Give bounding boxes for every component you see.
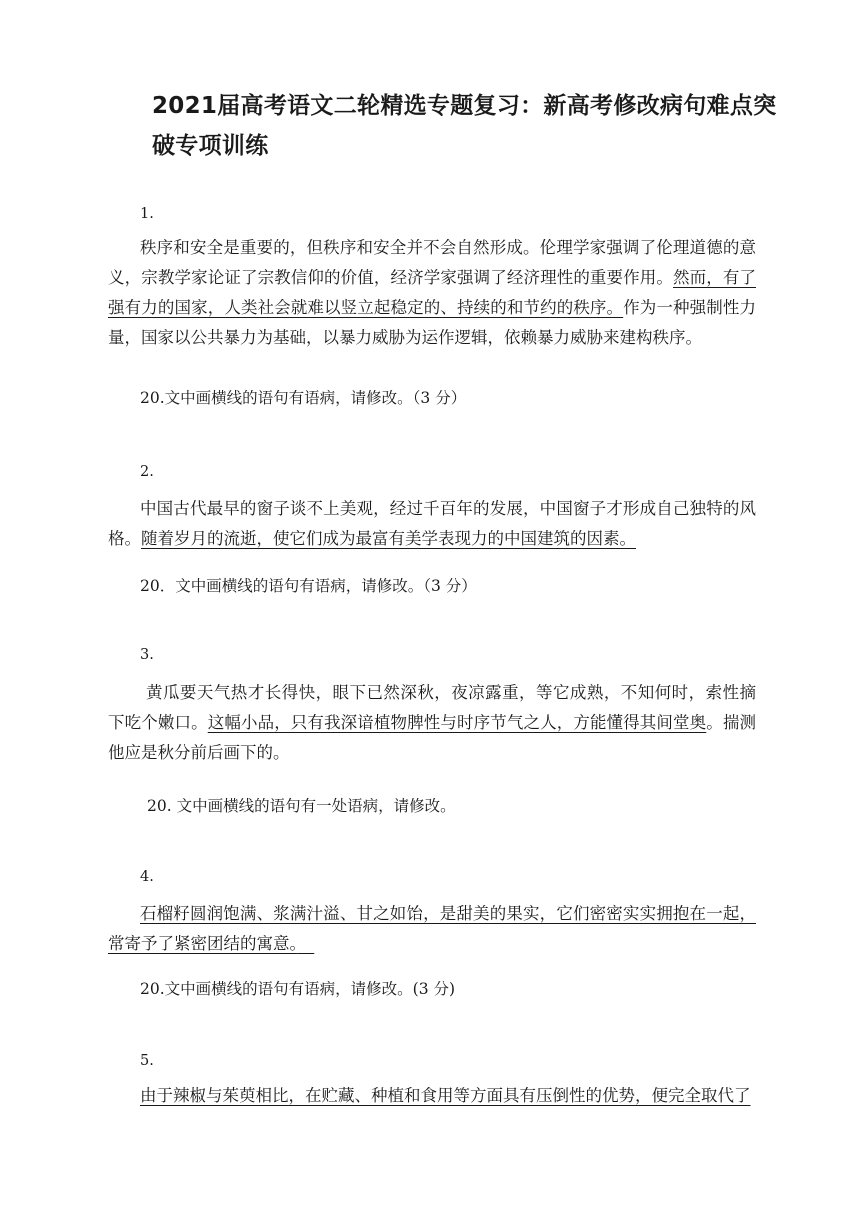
item-paragraph-2 <box>108 494 756 554</box>
page-title: 2021届高考语文二轮精选专题复习：新高考修改病句难点突破专项训练 <box>152 93 777 159</box>
item-number-1: 1. <box>140 206 154 222</box>
paragraph-text: 作为一种强制性力量，国家以公共暴力为基础，以暴力威胁为运作逻辑，依赖暴力威胁来建构秩序。 <box>108 298 757 347</box>
item-paragraph-5 <box>108 1081 756 1111</box>
item-question-4: 20.文中画横线的语句有语病，请修改。(3 分) <box>140 980 456 998</box>
underlined-sentence: 随着岁月的流逝，使它们成为最富有美学表现力的中国建筑的因素。 <box>141 529 636 548</box>
paragraph-text: 黄瓜要天气热才长得快，眼下已然深秋，夜凉露重，等它成熟，不知何时，索性摘下吃个嫩口。 <box>108 683 756 732</box>
item-question-3: 20. 文中画横线的语句有一处语病，请修改。 <box>147 797 456 815</box>
underlined-sentence: 这幅小品，只有我深谙植物脾性与时序节气之人，方能懂得其间堂奥 <box>207 713 707 732</box>
paragraph-text: 秩序和安全是重要的，但秩序和安全并不会自然形成。伦理学家强调了伦理道德的意义，宗教学家论证了宗教信仰的价值，经济学家强调了经济理性的重要作用。 <box>108 238 756 287</box>
item-number-3: 3. <box>140 647 154 663</box>
underlined-sentence: 然而，有了强有力的国家，人类社会就难以竖立起稳定的、持续的和节约的秩序。 <box>108 268 757 317</box>
paragraph-text: 中国古代最早的窗子谈不上美观，经过千百年的发展，中国窗子才形成自己独特的风格。 <box>108 499 756 548</box>
item-question-2: 20．文中画横线的语句有语病，请修改。（3 分） <box>140 577 477 595</box>
underlined-sentence: 由于辣椒与茱萸相比，在贮藏、种植和食用等方面具有压倒性的优势，便完全取代了 <box>140 1086 751 1105</box>
item-paragraph-1 <box>108 233 756 353</box>
underlined-sentence: 石榴籽圆润饱满、浆满汁溢、甘之如饴，是甜美的果实，它们密密实实拥抱在一起，常寄予了紧密团结的寓意。 <box>108 904 756 953</box>
item-paragraph-4 <box>108 899 756 959</box>
item-number-4: 4. <box>140 869 154 885</box>
item-number-5: 5. <box>140 1053 154 1069</box>
item-number-2: 2. <box>140 464 154 480</box>
item-question-1: 20.文中画横线的语句有语病，请修改。（3 分） <box>140 389 467 407</box>
item-paragraph-3 <box>108 678 756 768</box>
paragraph-text: 。揣测他应是秋分前后画下的。 <box>108 713 757 762</box>
